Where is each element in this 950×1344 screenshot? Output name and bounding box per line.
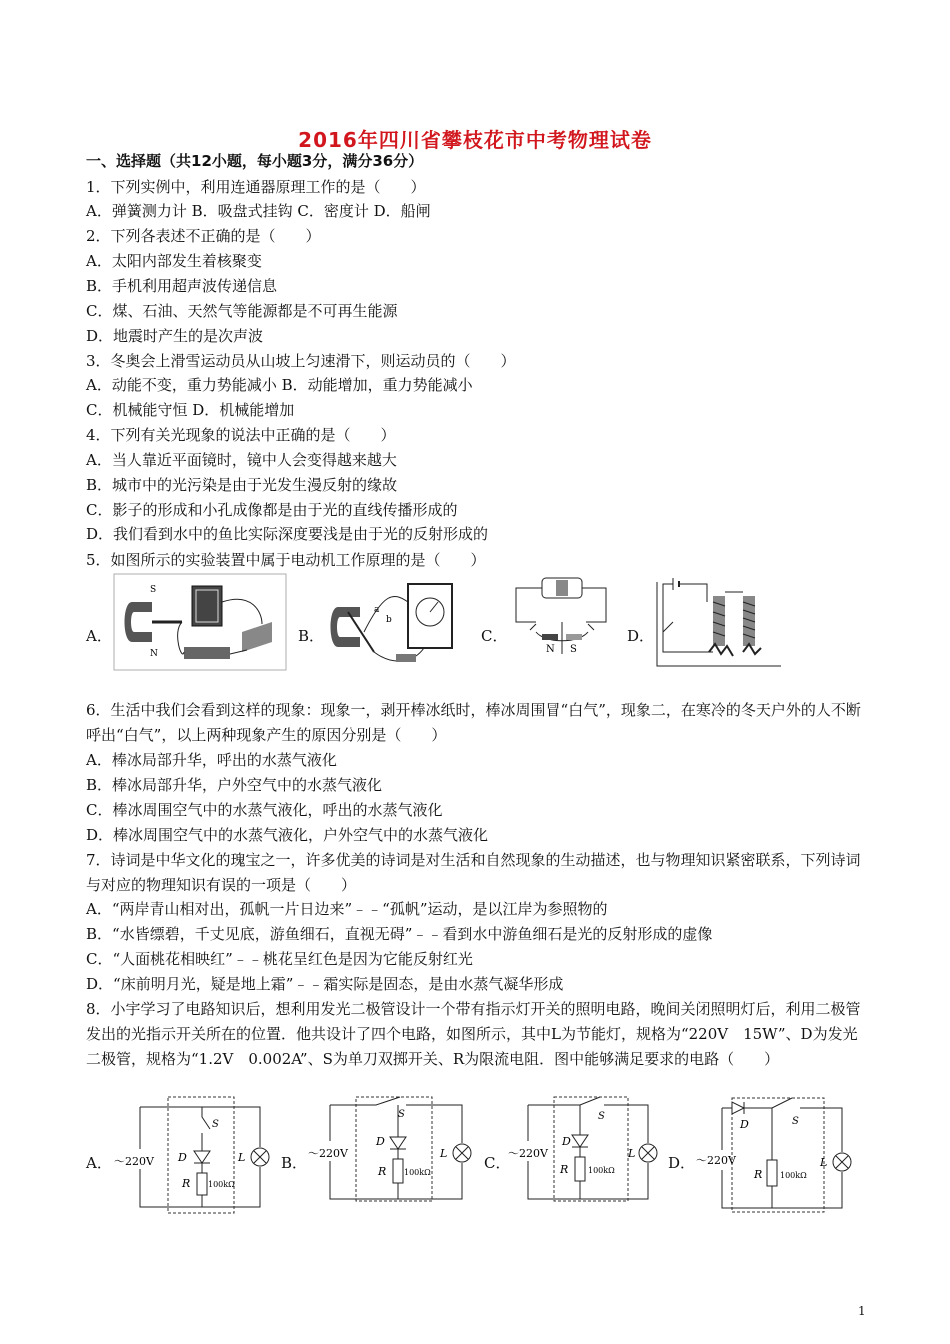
q4-option-c: C．影子的形成和小孔成像都是由于光的直线传播形成的: [86, 501, 458, 519]
q2-option-d: D．地震时产生的是次声波: [86, 327, 264, 345]
q5-label-a: A．: [86, 627, 112, 645]
q8d-s: S: [792, 1116, 799, 1127]
q7-stem: 7．诗词是中华文化的瑰宝之一，许多优美的诗词是对生活和自然现象的生动描述，也与物理知识紧密联系，下列诗词与对应的物理知识有误的一项是（ ）: [86, 851, 861, 894]
q2-option-b: B．手机利用超声波传递信息: [86, 277, 278, 295]
q8-label-a: A．: [86, 1154, 112, 1172]
q5-figure-a: [112, 572, 288, 672]
section-heading: 一、选择题（共12小题，每小题3分，满分36分）: [86, 152, 424, 170]
q6-option-b: B．棒冰局部升华，户外空气中的水蒸气液化: [86, 776, 383, 794]
q8d-source: ～220V: [696, 1154, 736, 1167]
q8a-s: S: [212, 1119, 219, 1130]
fig-b-a: a: [374, 605, 380, 615]
q8d-l: L: [820, 1156, 828, 1169]
fig-c-n: N: [546, 644, 555, 655]
q1-options: A．弹簧测力计 B．吸盘式挂钩 C．密度计 D．船闸: [86, 202, 431, 220]
q7-option-a: A．“两岸青山相对出，孤帆一片日边来”﹣﹣“孤帆”运动，是以江岸为参照物的: [86, 900, 608, 918]
fig-a-n: N: [150, 649, 158, 659]
q7-option-b: B．“水皆缥碧，千丈见底，游鱼细石，直视无碍”﹣﹣看到水中游鱼细石是光的反射形成的虚像: [86, 925, 713, 943]
q8a-rvalue: 100kΩ: [208, 1180, 235, 1189]
q8-circuit-c: [508, 1095, 668, 1207]
q6-option-d: D．棒冰周围空气中的水蒸气液化，户外空气中的水蒸气液化: [86, 826, 489, 844]
q8a-l: L: [238, 1151, 246, 1164]
q8c-l: L: [628, 1147, 636, 1160]
q8b-s: S: [398, 1109, 405, 1120]
fig-a-s: S: [150, 585, 157, 595]
q8b-r: R: [378, 1165, 387, 1178]
q8-label-c: C．: [484, 1154, 511, 1172]
q8a-d: D: [178, 1151, 187, 1164]
q8c-d: D: [562, 1135, 571, 1148]
q5-figure-b: [324, 572, 460, 672]
page-title: 2016年四川省攀枝花市中考物理试卷: [298, 128, 652, 152]
q8-circuit-d: [692, 1090, 858, 1216]
q5-label-b: B．: [298, 627, 325, 645]
q8-stem: 8．小宇学习了电路知识后，想利用发光二极管设计一个带有指示灯开关的照明电路，晚间关闭照明灯后，利用二极管发出的光指示开关所在的位置．他共设计了四个电路，如图所示，其中L为节能灯，规格为“220V 15W”、D为发光二极管，规格为“1.2V 0.002A”、S为单刀双掷开关、R为限流电阻．图中能够满足要求的电路（ ）: [86, 1000, 861, 1068]
q8d-d: D: [740, 1118, 749, 1131]
q5-figure-d: [653, 572, 785, 672]
q8d-r: R: [754, 1168, 763, 1181]
q8b-rvalue: 100kΩ: [404, 1168, 431, 1177]
q8c-source: ～220V: [508, 1147, 548, 1160]
q5-figure-c: [506, 572, 618, 672]
q8c-s: S: [598, 1111, 605, 1122]
q5-label-c: C．: [481, 627, 508, 645]
q8a-source: ～220V: [114, 1155, 154, 1168]
q5-stem: 5．如图所示的实验装置中属于电动机工作原理的是（ ）: [86, 551, 486, 569]
q8-circuit-b: [306, 1095, 476, 1207]
q2-option-c: C．煤、石油、天然气等能源都是不可再生能源: [86, 302, 398, 320]
q8c-rvalue: 100kΩ: [588, 1166, 615, 1175]
q6-option-c: C．棒冰周围空气中的水蒸气液化，呼出的水蒸气液化: [86, 801, 443, 819]
q3-options-cd: C．机械能守恒 D．机械能增加: [86, 401, 295, 419]
q8b-l: L: [440, 1147, 448, 1160]
q8b-source: ～220V: [308, 1147, 348, 1160]
q5-label-d: D．: [627, 627, 655, 645]
q8a-r: R: [182, 1177, 191, 1190]
q3-options-ab: A．动能不变，重力势能减小 B．动能增加，重力势能减小: [86, 376, 473, 394]
q4-stem: 4．下列有关光现象的说法中正确的是（ ）: [86, 426, 396, 444]
q8d-rvalue: 100kΩ: [780, 1171, 807, 1180]
q8-label-d: D．: [668, 1154, 696, 1172]
q1-stem: 1．下列实例中，利用连通器原理工作的是（ ）: [86, 178, 426, 196]
fig-b-b: b: [386, 615, 392, 625]
q3-stem: 3．冬奥会上滑雪运动员从山坡上匀速滑下，则运动员的（ ）: [86, 352, 516, 370]
q7-option-c: C．“人面桃花相映红”﹣﹣桃花呈红色是因为它能反射红光: [86, 950, 473, 968]
q8b-d: D: [376, 1135, 385, 1148]
page-number: 1: [858, 1304, 866, 1318]
q8c-r: R: [560, 1163, 569, 1176]
q6-option-a: A．棒冰局部升华，呼出的水蒸气液化: [86, 751, 337, 769]
fig-c-s: S: [570, 644, 577, 655]
q4-option-d: D．我们看到水中的鱼比实际深度要浅是由于光的反射形成的: [86, 525, 489, 543]
q4-option-a: A．当人靠近平面镜时，镜中人会变得越来越大: [86, 451, 397, 469]
q7-option-d: D．“床前明月光，疑是地上霜”﹣﹣霜实际是固态，是由水蒸气凝华形成: [86, 975, 564, 993]
q4-option-b: B．城市中的光污染是由于光发生漫反射的缘故: [86, 476, 398, 494]
q8-circuit-a: [110, 1095, 276, 1215]
q8-label-b: B．: [281, 1154, 308, 1172]
q2-option-a: A．太阳内部发生着核聚变: [86, 252, 262, 270]
q6-stem: 6．生活中我们会看到这样的现象：现象一，剥开棒冰纸时，棒冰周围冒“白气”，现象二，在寒冷的冬天户外的人不断呼出“白气”，以上两种现象产生的原因分别是（ ）: [86, 701, 861, 744]
q2-stem: 2．下列各表述不正确的是（ ）: [86, 227, 321, 245]
